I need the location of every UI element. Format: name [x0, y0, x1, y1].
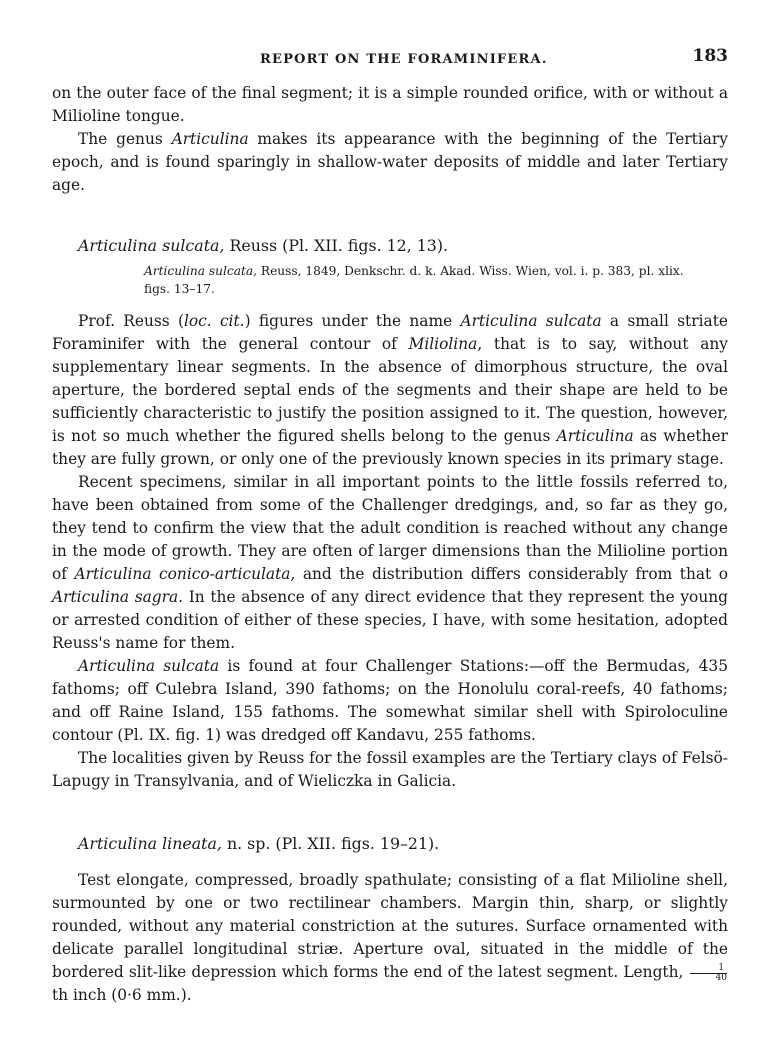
species-name: Articulina sulcata, [78, 236, 225, 255]
species-heading-lineata [52, 833, 728, 855]
running-header [52, 40, 728, 70]
running-title: REPORT ON THE FORAMINIFERA. [260, 52, 548, 67]
species-reference: n. sp. (Pl. XII. figs. 19–21). [221, 834, 440, 853]
text: a small striate Foraminifer with the general contour of [52, 312, 728, 353]
intro-text-a: The genus [78, 130, 172, 148]
intro-paragraph-genus [52, 128, 728, 197]
text: Recent specimens, similar in all important points to the little fossils referred to, have been obtained from some of the Challenger dredgings, and, so far as they go, they tend to confirm the view that the adult condition is reached without any change in the mode of growth. They are often of larger dimensions than the Milioline portion of [52, 473, 728, 583]
genus-name: Articulina [556, 427, 634, 445]
species-name: Articulina sagra. [52, 588, 184, 606]
species-name: Articulina lineata, [78, 834, 222, 853]
intro-text: on the outer face of the final segment; it is a simple rounded orifice, with or without a Milioline tongue. [52, 84, 728, 125]
text: is found at four Challenger Stations:—off the Bermudas, 435 fathoms; off Culebra Island, 390 fathoms; on the Honolulu coral-reefs, 40 fathoms; and off Raine Island, 155 fathoms. The somewhat similar shell with Spiroloculine contour (Pl. IX. fig. 1) was dredged off Kandavu, 255 fathoms. [52, 657, 728, 744]
page-number: 183 [692, 46, 728, 66]
sulcata-paragraph-2 [52, 471, 728, 655]
genus-name: Articulina [171, 130, 249, 148]
species-heading-sulcata [52, 235, 728, 257]
synonymy-entry [52, 262, 728, 280]
synonymy-entry-cont [52, 280, 728, 298]
synonymy-citation-figs: figs. 13–17. [144, 282, 215, 296]
species-reference: Reuss (Pl. XII. figs. 12, 13). [224, 236, 449, 255]
fraction-denominator: 40 [715, 972, 727, 983]
text: The localities given by Reuss for the fossil examples are the Tertiary clays of Felsö-Lapugy in Transylvania, and of Wieliczka in Galicia. [52, 749, 728, 790]
text: Prof. Reuss ( [78, 312, 184, 330]
intro-text-b: makes its appearance with the beginning of the Tertiary epoch, and is found sparingly in shallow-water deposits of middle and later Tertiary age. [52, 130, 728, 194]
fraction-numerator: 1 [690, 964, 727, 974]
genus-name: Miliolina [408, 335, 478, 353]
synonymy-citation: Reuss, 1849, Denkschr. d. k. Akad. Wiss. Wien, vol. i. p. 383, pl. xlix. [257, 264, 684, 278]
text: , that is to say, without any supplementary linear segments. In the absence of dimorphous structure, the oval aperture, the bordered septal ends of the segments and their shape are held to be sufficiently characteristic to justify the position assigned to it. The question, however, is not so much whether the figured shells belong to the genus [52, 335, 728, 445]
text: , and the distribution differs considerably from that o [290, 565, 728, 583]
synonymy-name: Articulina sulcata, [144, 264, 258, 278]
species-name: Articulina sulcata [460, 312, 602, 330]
species-name: Articulina conico-articulata [74, 565, 291, 583]
intro-paragraph-continued [52, 82, 728, 128]
sulcata-paragraph-1 [52, 310, 728, 471]
document-page [52, 40, 728, 1007]
text-italic: loc. cit. [183, 312, 245, 330]
lineata-paragraph-1 [52, 869, 728, 1007]
sulcata-paragraph-4 [52, 747, 728, 793]
text: as whether they are fully grown, or only one of the previously known species in its primary stage. [52, 427, 728, 468]
text: ) figures under the name [244, 312, 461, 330]
text: th inch (0·6 mm.). [52, 986, 192, 1004]
sulcata-paragraph-3 [52, 655, 728, 747]
text: In the absence of any direct evidence that they represent the young or arrested condition of either of these species, I have, with some hesitation, adopted Reuss's name for them. [52, 588, 729, 652]
fraction [690, 964, 727, 983]
text: Test elongate, compressed, broadly spathulate; consisting of a flat Milioline shell, surmounted by one or two rectilinear chambers. Margin thin, sharp, or slightly rounded, without any material constriction at the sutures. Surface ornamented with delicate parallel longitudinal striæ. Aperture oval, situated in the middle of the bordered slit-like depression which forms the end of the latest segment. Length, [52, 871, 728, 981]
species-name: Articulina sulcata [78, 657, 220, 675]
